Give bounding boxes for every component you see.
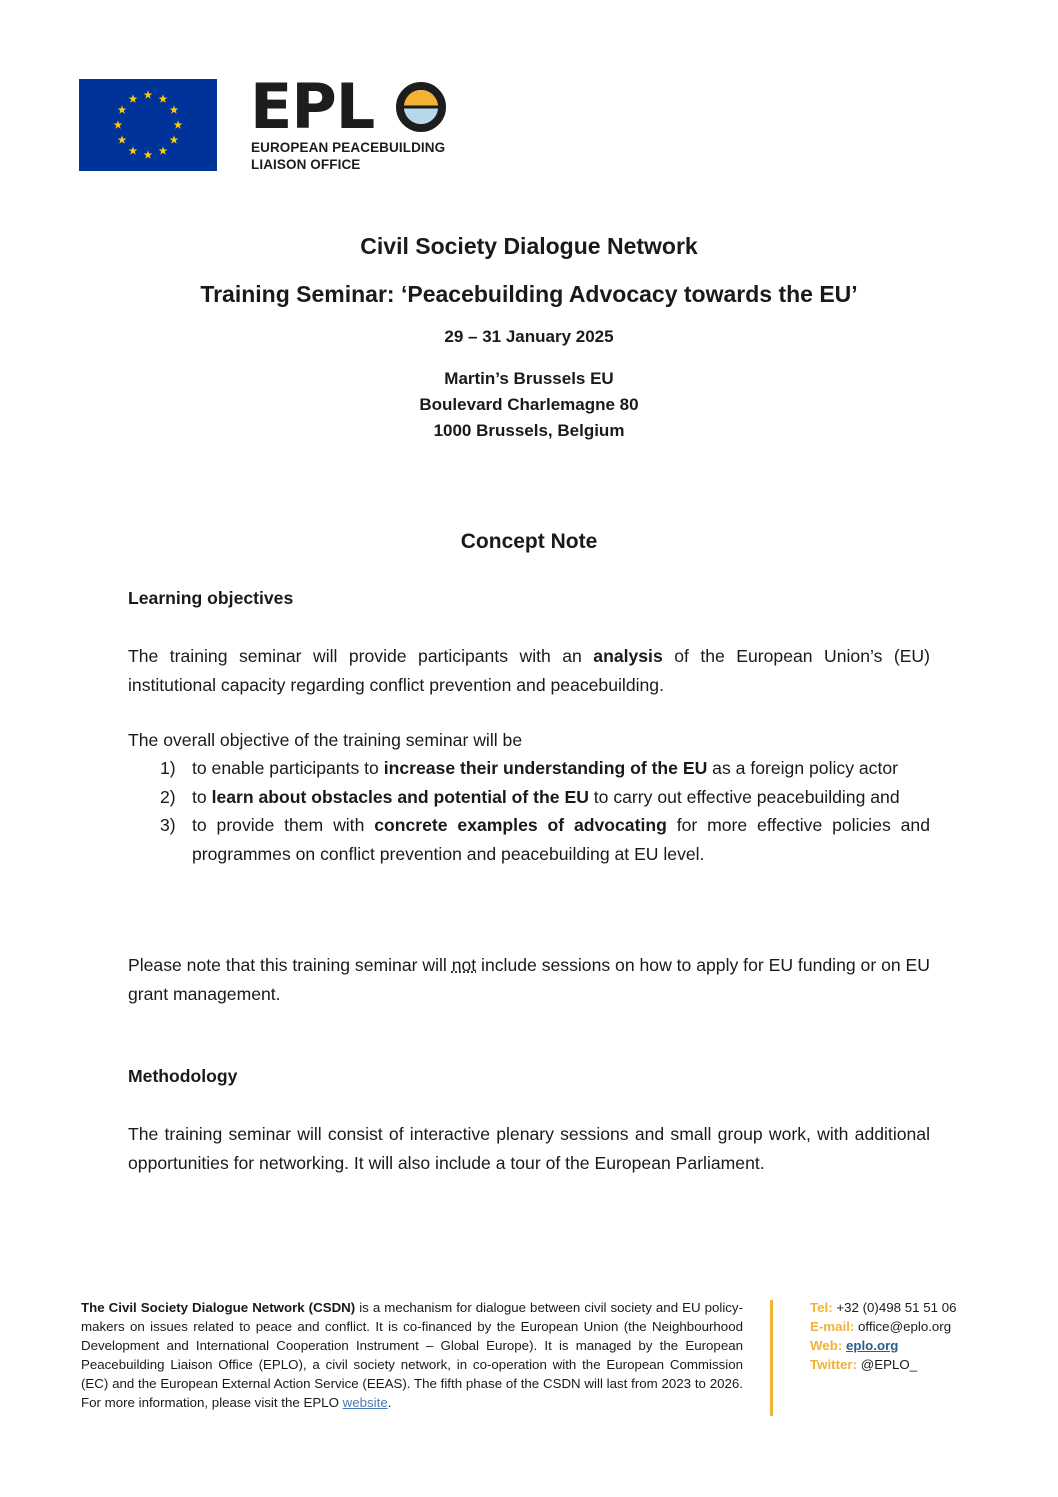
eu-star-icon — [118, 135, 127, 143]
eu-star-icon — [118, 105, 127, 113]
learning-objectives-heading: Learning objectives — [128, 588, 294, 608]
methodology-paragraph: The training seminar will consist of interactive plenary sessions and small group work, with additional opportunities for networking. It will also include a tour of the European Parliament. — [128, 1124, 930, 1173]
venue-line-3: 1000 Brussels, Belgium — [433, 421, 625, 440]
contact-tel: Tel: +32 (0)498 51 51 06 — [810, 1300, 957, 1315]
eu-stars-icon — [79, 79, 217, 171]
footer-divider — [770, 1300, 773, 1416]
contact-web: Web: eplo.org — [810, 1338, 899, 1353]
contact-email: E-mail: office@eplo.org — [810, 1319, 952, 1334]
eu-star-icon — [144, 150, 153, 158]
eu-star-icon — [159, 146, 168, 154]
venue-line-1: Martin’s Brussels EU — [444, 369, 614, 388]
eu-star-icon — [159, 94, 168, 102]
objectives-list — [128, 754, 930, 868]
venue-address — [0, 366, 1058, 444]
learning-paragraph-2: The overall objective of the training seminar will be — [128, 730, 523, 750]
eu-star-icon — [129, 94, 138, 102]
methodology-heading: Methodology — [128, 1066, 238, 1086]
list-item: 3) to provide them with concrete examples of advocating for more effective policies and programmes on conflict prevention and peacebuilding at EU level. — [160, 815, 930, 864]
title-seminar: Training Seminar: ‘Peacebuilding Advocacy towards the EU’ — [200, 281, 858, 307]
list-item: 2) to learn about obstacles and potential of the EU to carry out effective peacebuilding and — [160, 786, 900, 807]
contact-twitter: Twitter: @EPLO_ — [810, 1357, 918, 1372]
eplo-logo-subtitle-2: LIAISON OFFICE — [251, 157, 361, 172]
title-network: Civil Society Dialogue Network — [360, 233, 698, 259]
list-item: 1) to enable participants to increase their understanding of the EU as a foreign policy actor — [160, 758, 898, 778]
concept-note-heading: Concept Note — [460, 530, 598, 553]
web-link[interactable]: eplo.org — [845, 1338, 899, 1353]
eu-star-icon — [170, 135, 179, 143]
funding-note-paragraph: Please note that this training seminar will not include sessions on how to apply for EU funding or on EU grant management. — [128, 955, 930, 1004]
eplo-logo-subtitle-1: EUROPEAN PEACEBUILDING — [251, 140, 446, 155]
contact-block — [810, 1298, 957, 1374]
eu-star-icon — [174, 120, 183, 128]
learning-paragraph-1: The training seminar will provide participants with an analysis of the European Union’s (EU) institutional capacity regarding conflict prevention and peacebuilding. — [128, 646, 931, 695]
eplo-logo-o-icon — [396, 82, 446, 132]
eu-star-icon — [129, 146, 138, 154]
eu-star-icon — [170, 105, 179, 113]
event-date: 29 – 31 January 2025 — [444, 327, 614, 346]
eu-star-icon — [114, 120, 123, 128]
venue-line-2: Boulevard Charlemagne 80 — [419, 395, 639, 414]
eplo-logo — [250, 70, 460, 175]
eu-star-icon — [144, 90, 153, 98]
eu-flag-logo — [79, 79, 217, 171]
footer-description: The Civil Society Dialogue Network (CSDN) is a mechanism for dialogue between civil society and EU policy-makers on issues related to peace and conflict. It is co-financed by the European Union (the Neighbourhood Development and International Cooperation Instrument – Global Europe). It is managed by the European Peacebuilding Liaison Office (EPLO), a civil society network, in co-operation with the European Commission (EC) and the European External Action Service (EEAS). The fifth phase of the CSDN will last from 2023 to 2026. For more information, please visit the EPLO website. — [81, 1300, 743, 1410]
eplo-logo-word: EPL — [250, 70, 375, 143]
website-link[interactable]: website — [342, 1395, 388, 1410]
